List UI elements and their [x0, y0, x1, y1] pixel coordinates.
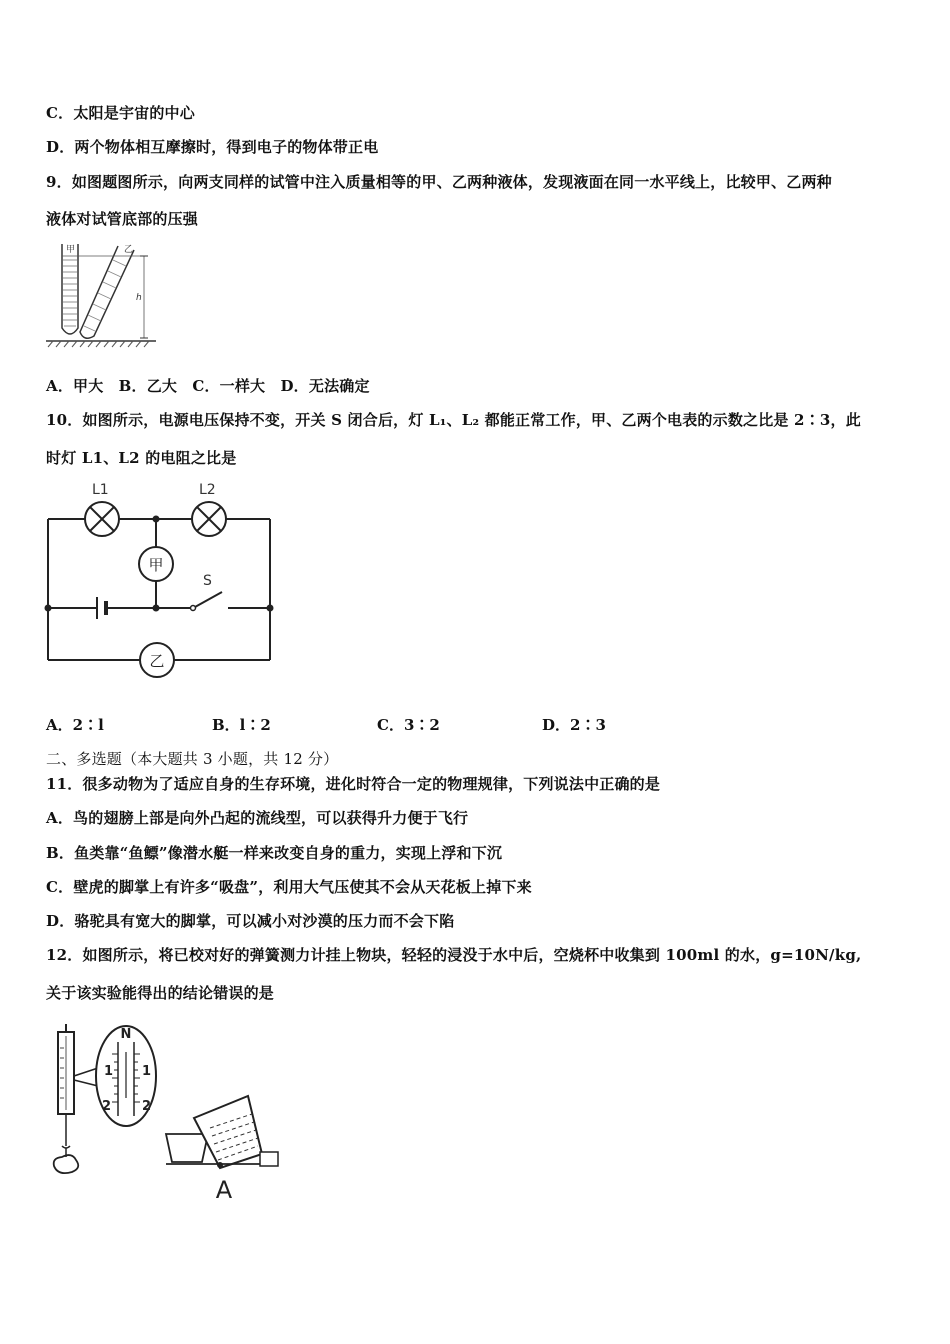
q10-stem-line1: 10．如图所示，电源电压保持不变，开关 S 闭合后，灯 L₁、L₂ 都能正常工作，甲、乙两个电表的示数之比是 2∶3，此 — [46, 411, 861, 429]
q9-stem-line2: 液体对试管底部的压强 — [46, 210, 199, 228]
q11-option-a: A．鸟的翅膀上部是向外凸起的流线型，可以获得升力便于飞行 — [46, 809, 469, 827]
q10-stem-line2: 时灯 L1、L2 的电阻之比是 — [46, 449, 237, 467]
scale-tick2-left: 2 — [102, 1099, 112, 1114]
q10-option-b: B．l∶2 — [212, 716, 271, 734]
q11-stem: 11．很多动物为了适应自身的生存环境，进化时符合一定的物理规律，下列说法中正确的是 — [46, 775, 661, 793]
q10-option-a: A．2∶l — [46, 716, 104, 734]
scale-tick1-right: 1 — [142, 1064, 152, 1079]
scale-tick1-left: 1 — [104, 1064, 114, 1079]
q9-options: A．甲大 B．乙大 C．一样大 D．无法确定 — [46, 377, 370, 395]
lamp-l2-label: L2 — [199, 482, 216, 498]
q12-stem-line2: 关于该实验能得出的结论错误的是 — [46, 984, 275, 1002]
q9-test-tubes-figure — [44, 238, 160, 348]
lamp-l1-label: L1 — [92, 482, 109, 498]
q9-tube-b-label: 乙 — [124, 245, 134, 255]
scale-tick2-right: 2 — [142, 1099, 152, 1114]
q8-option-c: C．太阳是宇宙的中心 — [46, 104, 195, 122]
q9-height-label: h — [136, 293, 142, 303]
q10-option-c: C．3∶2 — [377, 716, 440, 734]
q9-tube-a-label: 甲 — [66, 245, 76, 255]
q9-stem-line1: 9．如图题图所示，向两支同样的试管中注入质量相等的甲、乙两种液体，发现液面在同一水平线上，比较甲、乙两种 — [46, 173, 832, 191]
q8-option-d: D．两个物体相互摩擦时，得到电子的物体带正电 — [46, 138, 379, 156]
q11-option-d: D．骆驼具有宽大的脚掌，可以减小对沙漠的压力而不会下陷 — [46, 912, 455, 930]
q12-stem-line1: 12．如图所示，将已校对好的弹簧测力计挂上物块，轻轻的浸没于水中后，空烧杯中收集到 100ml 的水，g=10N/kg, — [46, 946, 862, 964]
q10-circuit-figure — [40, 476, 285, 684]
switch-s-label: S — [203, 573, 212, 589]
q10-option-d: D．2∶3 — [542, 716, 606, 734]
q12-spring-scale-figure — [42, 1018, 292, 1204]
section-2-heading: 二、多选题（本大题共 3 小题，共 12 分） — [46, 750, 339, 768]
q11-option-c: C．壁虎的脚掌上有许多“吸盘”，利用大气压使其不会从天花板上掉下来 — [46, 878, 532, 896]
meter-a-label: 甲 — [148, 556, 164, 574]
lamp-l2-icon — [192, 502, 226, 536]
point-a-label: A — [215, 1176, 233, 1204]
scale-north-label: N — [120, 1027, 132, 1042]
meter-b-label: 乙 — [149, 652, 165, 670]
lamp-l1-icon — [85, 502, 119, 536]
overflow-beaker-icon — [194, 1096, 262, 1168]
q11-option-b: B．鱼类靠“鱼鳔”像潜水艇一样来改变自身的重力，实现上浮和下沉 — [46, 844, 503, 862]
